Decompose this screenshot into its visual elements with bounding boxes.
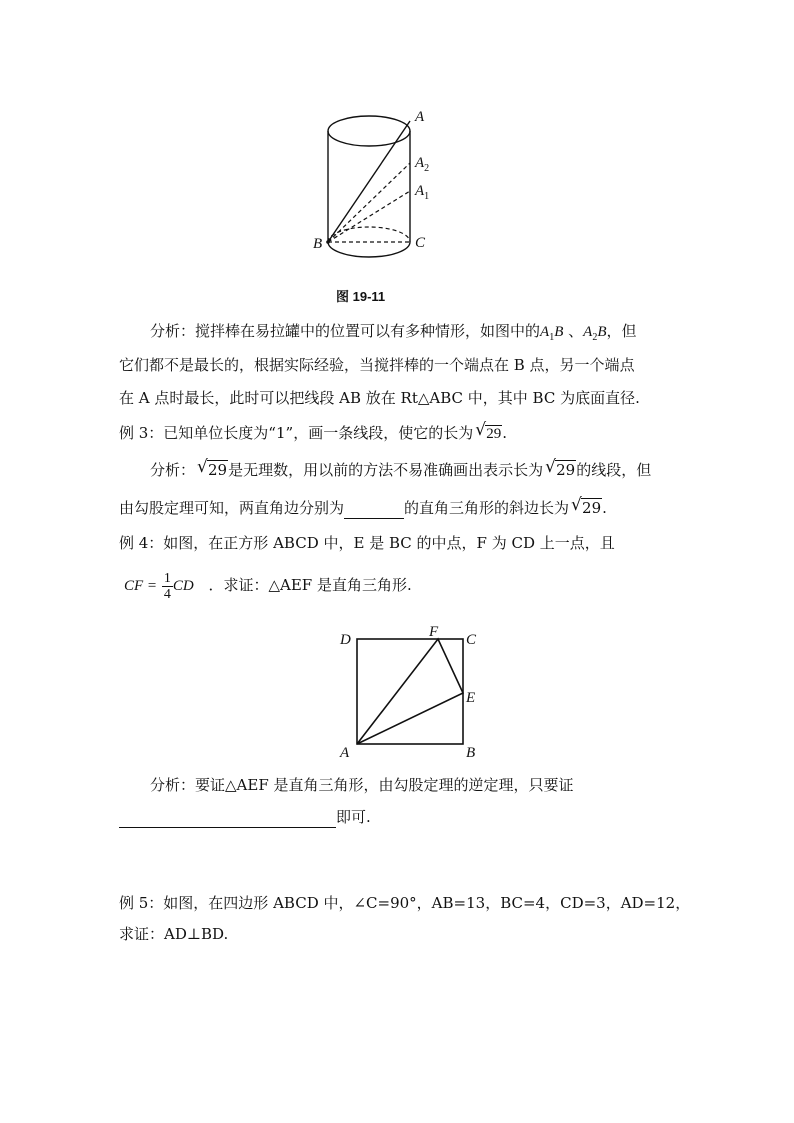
answer-blank[interactable] [119,807,336,828]
analysis1-line3: 在 A 点时最长，此时可以把线段 AB 放在 Rt△ABC 中，其中 BC 为底面直径. [119,389,640,407]
label-b: B [313,236,323,252]
analysis4-line1: 分析：要证△AEF 是直角三角形，由勾股定理的逆定理，只要证 [150,776,574,794]
answer-blank[interactable] [344,498,404,519]
a2b-expression: $A_2B$ [583,324,607,343]
label-a: A [340,745,350,761]
analysis3-line1: 分析： √ 29是无理数，用以前的方法不易准确画出表示长为 √ 29的线段，但 [150,457,652,479]
triangle-aef [357,639,463,744]
cylinder-diagram [300,105,430,275]
segment-a2b [328,163,410,242]
label-a1: $A_1$ [415,183,430,202]
label-e: E [466,690,476,706]
point-b [326,240,330,244]
example3-line: 例 3：已知单位长度为“1”，画一条线段，使它的长为 √ 29. [119,420,507,442]
analysis1-line1: 分析：搅拌棒在易拉罐中的位置可以有多种情形，如图中的$A_1B$ 、$A_2B$，但 [150,322,637,343]
cylinder-top-ellipse [328,116,410,146]
label-d: D [340,632,351,648]
label-a2: $A_2$ [415,155,430,174]
example5-line2: 求证：AD⊥BD. [119,925,229,943]
square-figure [332,622,482,762]
cylinder-figure [300,105,430,275]
sqrt-29: √ 29 [475,420,502,442]
analysis4-line2: 即可. [119,807,371,828]
label-b: B [466,745,476,761]
example4-line1: 例 4：如图，在正方形 ABCD 中，E 是 BC 的中点，F 为 CD 上一点，且 [119,534,615,552]
example4-line2: CF = $\frac{1}{4}$ CD ．求证：△AEF 是直角三角形. [124,570,412,602]
cylinder-bottom-front [328,242,410,257]
label-c: C [415,235,426,251]
a1b-expression: $A_1B$ [540,324,564,343]
square-diagram [332,622,482,762]
sqrt-29: √ 29 [197,457,228,479]
segment-ab [328,121,410,242]
label-a: A [415,109,425,125]
analysis1-line2: 它们都不是最长的，根据实际经验，当搅拌棒的一个端点在 B 点，另一个端点 [119,356,635,374]
sqrt-29: √ 29 [571,495,602,517]
fraction-one-quarter: $\frac{1}{4}$ [163,570,171,602]
label-c: C [466,632,477,648]
figure-caption: 图 19-11 [336,289,386,304]
segment-a1b [328,191,410,242]
square-abcd [357,639,463,744]
sqrt-29: √ 29 [545,457,576,479]
label-f: F [429,624,439,640]
analysis3-line2: 由勾股定理可知，两直角边分别为 的直角三角形的斜边长为 √ 29. [119,495,607,517]
example5-line1: 例 5：如图，在四边形 ABCD 中，∠C=90°，AB=13，BC=4，CD=3，AD=12， [119,894,691,912]
